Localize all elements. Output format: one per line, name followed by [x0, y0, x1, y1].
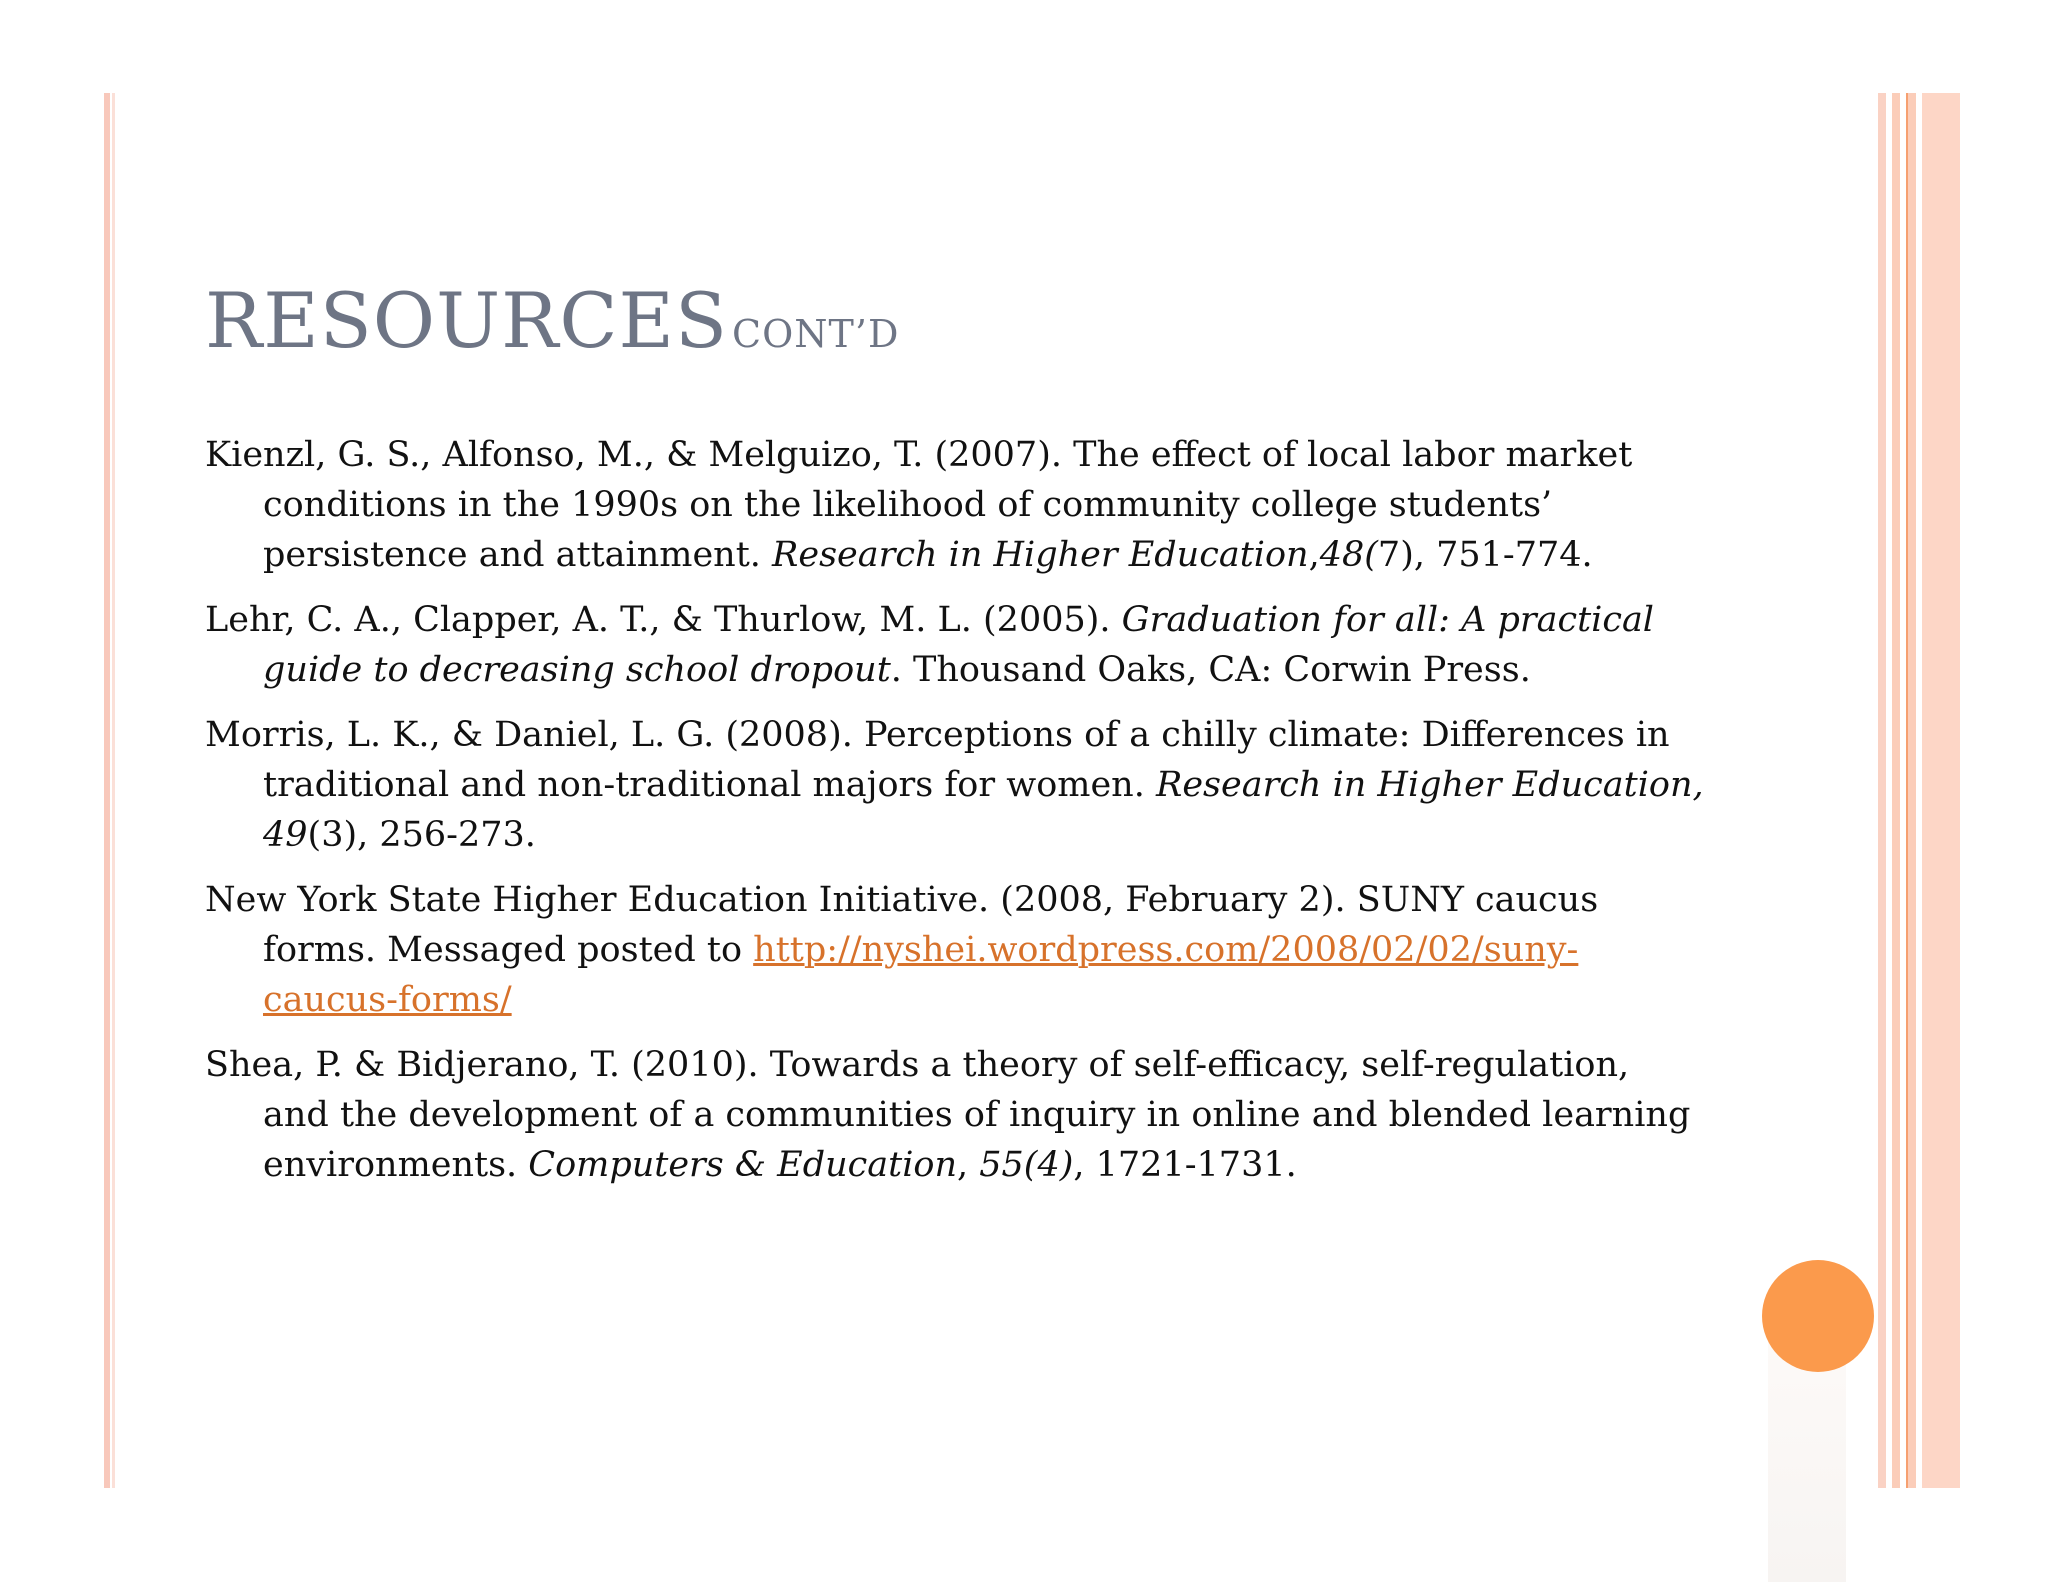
right-stripe-wide: [1922, 93, 1960, 1488]
ref-text: Lehr, C. A., Clapper, A. T., & Thurlow, M. L. (2005).: [205, 600, 1122, 640]
ref-pages: (3), 256-273.: [307, 815, 536, 855]
ref-pages: , 1721-1731.: [1073, 1145, 1297, 1185]
left-stripe: [104, 93, 110, 1488]
reference-lehr: [205, 595, 1705, 695]
reference-url-link[interactable]: http://nyshei.wordpress.com/2008/02/02/suny-caucus-forms/: [263, 930, 1579, 1020]
left-stripe-thin: [112, 93, 115, 1488]
ref-journal: Research in Higher Education: [772, 535, 1309, 575]
right-stripe-1: [1878, 93, 1886, 1488]
reference-list: [205, 430, 1705, 1205]
ref-text: Kienzl, G. S., Alfonso, M., & Melguizo, T. (2007). The effect of local labor market conditions in the 1990s on the likelihood of community college students’ persistence and attainment.: [205, 435, 1633, 575]
ref-separator: ,: [957, 1145, 980, 1185]
slide-title: [205, 276, 900, 365]
ref-volume: 48(: [1319, 535, 1378, 575]
ref-publisher: . Thousand Oaks, CA: Corwin Press.: [890, 650, 1531, 690]
title-main: RESOURCES: [205, 276, 729, 365]
ref-text: New York State Higher Education Initiative. (2008, February 2). SUNY caucus forms. Messaged posted to: [205, 880, 1599, 970]
right-stripe-3: [1908, 93, 1916, 1488]
ref-journal: Research in Higher Education, 49: [263, 765, 1704, 855]
right-stripe-2: [1892, 93, 1900, 1488]
orange-circle-decoration: [1762, 1260, 1874, 1372]
reference-shea: [205, 1040, 1705, 1190]
ref-journal: Computers & Education: [528, 1145, 957, 1185]
ref-text: Shea, P. & Bidjerano, T. (2010). Towards a theory of self-efficacy, self-regulation, and the development of a communities of inquiry in online and blended learning environments.: [205, 1045, 1691, 1185]
ref-pages: 7), 751-774.: [1377, 535, 1593, 575]
ref-text: Morris, L. K., & Daniel, L. G. (2008). Perceptions of a chilly climate: Differences in traditional and non-traditional majors for women.: [205, 715, 1670, 805]
ref-separator: ,: [1308, 535, 1320, 575]
reference-kienzl: [205, 430, 1705, 580]
title-sub: CONT’D: [732, 312, 900, 356]
reference-morris: [205, 710, 1705, 860]
ref-book-title: Graduation for all: A practical guide to decreasing school dropout: [263, 600, 1655, 690]
reference-nyshei: [205, 875, 1705, 1025]
ref-volume: 55(4): [979, 1145, 1074, 1185]
